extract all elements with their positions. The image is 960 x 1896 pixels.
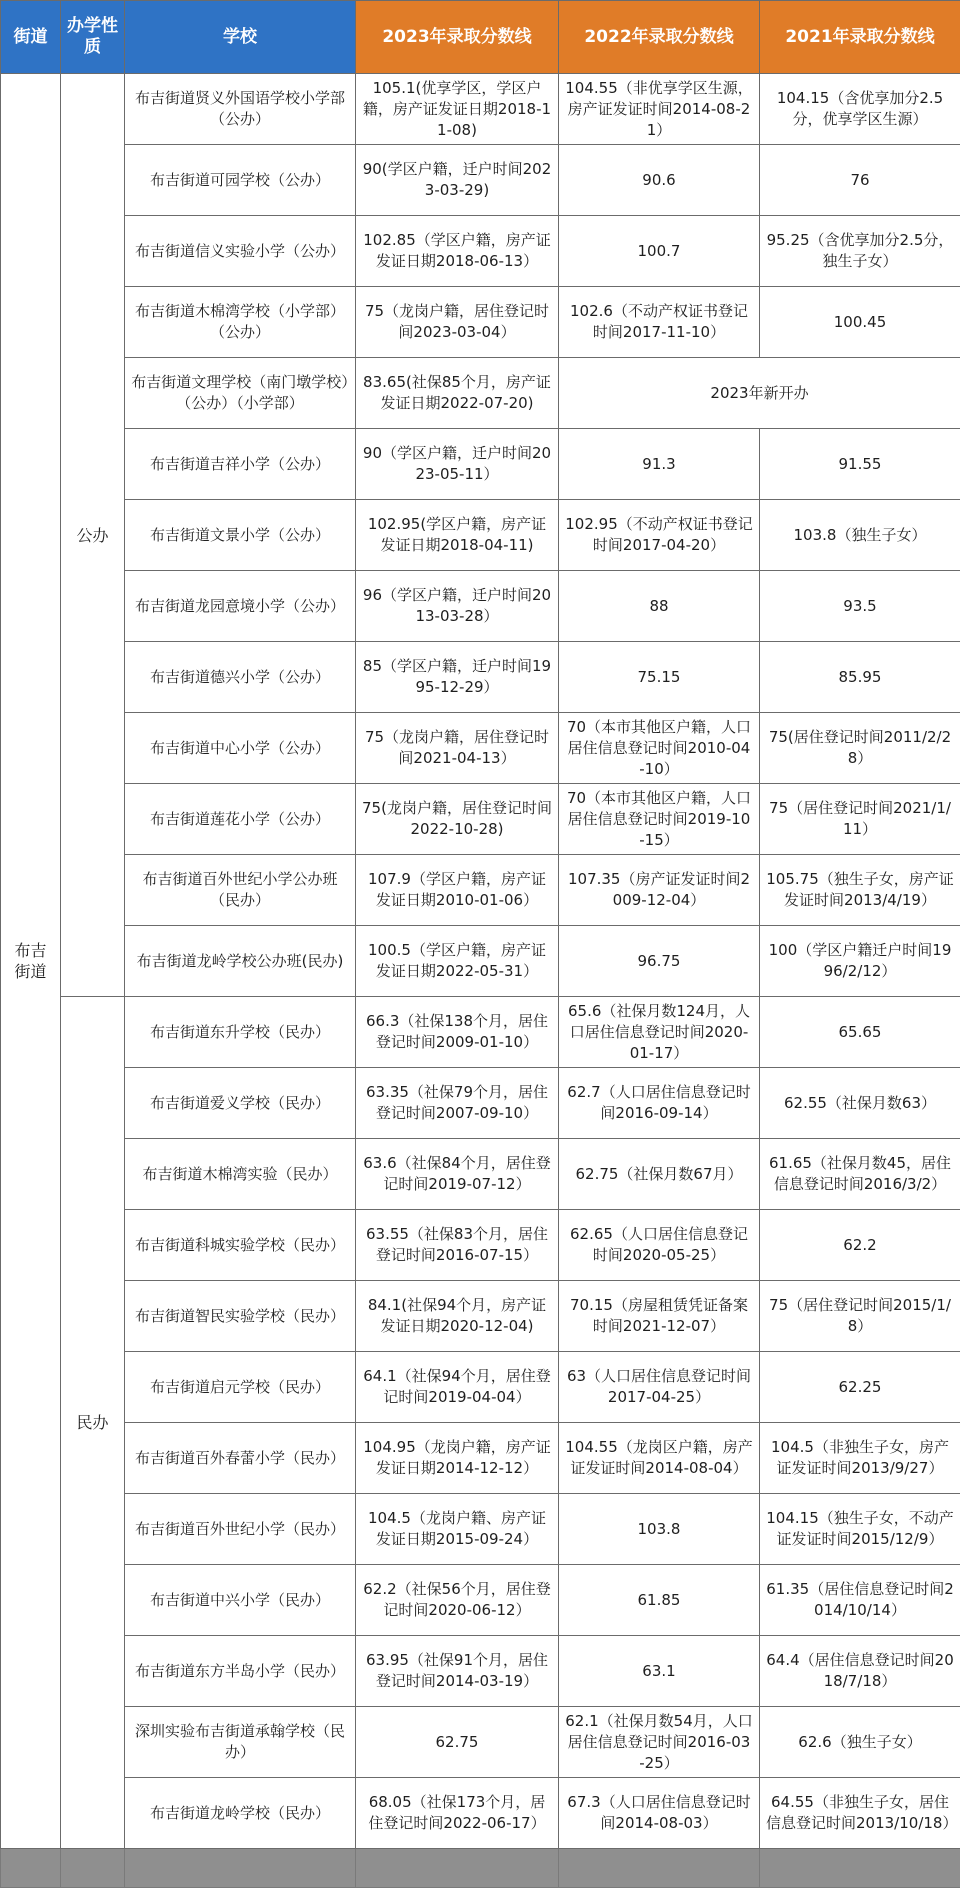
- score-2021: 104.15（独生子女，不动产证发证时间2015/12/9）: [760, 1494, 960, 1565]
- score-2021: 93.5: [760, 571, 960, 642]
- table-row: [1, 571, 960, 642]
- score-2023: 63.95（社保91个月，居住登记时间2014-03-19）: [356, 1636, 559, 1707]
- score-2023: 102.85（学区户籍，房产证发证日期2018-06-13）: [356, 216, 559, 287]
- school-type-cell: 民办: [61, 997, 125, 1849]
- score-2022: 104.55（龙岗区户籍，房产证发证时间2014-08-04）: [559, 1423, 760, 1494]
- score-2022: 102.6（不动产权证书登记时间2017-11-10）: [559, 287, 760, 358]
- school-name: 布吉街道可园学校（公办）: [125, 145, 356, 216]
- table-row: [1, 145, 960, 216]
- score-2023: 90（学区户籍，迁户时间2023-05-11）: [356, 429, 559, 500]
- table-row: [1, 784, 960, 855]
- score-2022: 70（本市其他区户籍，人口居住信息登记时间2010-04-10）: [559, 713, 760, 784]
- score-2023: 62.2（社保56个月，居住登记时间2020-06-12）: [356, 1565, 559, 1636]
- table-row: [1, 1778, 960, 1849]
- score-2023: 64.1（社保94个月，居住登记时间2019-04-04）: [356, 1352, 559, 1423]
- footer-cell: [760, 1849, 960, 1888]
- table-row: [1, 997, 960, 1068]
- school-name: 布吉街道文景小学（公办）: [125, 500, 356, 571]
- score-2022: 67.3（人口居住信息登记时间2014-08-03）: [559, 1778, 760, 1849]
- school-name: 布吉街道智民实验学校（民办）: [125, 1281, 356, 1352]
- score-2021: 105.75（独生子女，房产证发证时间2013/4/19）: [760, 855, 960, 926]
- table-row: [1, 1636, 960, 1707]
- score-2023: 85（学区户籍，迁户时间1995-12-29）: [356, 642, 559, 713]
- score-2021: 64.55（非独生子女，居住信息登记时间2013/10/18）: [760, 1778, 960, 1849]
- score-2021: 104.5（非独生子女，房产证发证时间2013/9/27）: [760, 1423, 960, 1494]
- score-2023: 75(龙岗户籍，居住登记时间2022-10-28): [356, 784, 559, 855]
- street-cell: 布吉街道: [1, 74, 61, 1849]
- school-name: 布吉街道东方半岛小学（民办）: [125, 1636, 356, 1707]
- school-name: 布吉街道德兴小学（公办）: [125, 642, 356, 713]
- score-2021: 103.8（独生子女）: [760, 500, 960, 571]
- header-2022: 2022年录取分数线: [559, 1, 760, 74]
- header-school: 学校: [125, 1, 356, 74]
- school-name: 布吉街道中心小学（公办）: [125, 713, 356, 784]
- table-body: [1, 74, 960, 1888]
- school-name: 布吉街道百外世纪小学（民办）: [125, 1494, 356, 1565]
- school-name: 布吉街道爱义学校（民办）: [125, 1068, 356, 1139]
- score-2021: 65.65: [760, 997, 960, 1068]
- footer-cell: [1, 1849, 61, 1888]
- score-2021: 62.55（社保月数63）: [760, 1068, 960, 1139]
- score-2023: 63.55（社保83个月，居住登记时间2016-07-15）: [356, 1210, 559, 1281]
- score-2023: 102.95(学区户籍，房产证发证日期2018-04-11): [356, 500, 559, 571]
- score-2021: 76: [760, 145, 960, 216]
- score-2022: 90.6: [559, 145, 760, 216]
- school-name: 布吉街道中兴小学（民办）: [125, 1565, 356, 1636]
- score-2021: 62.2: [760, 1210, 960, 1281]
- table-row: [1, 1139, 960, 1210]
- school-name: 布吉街道贤义外国语学校小学部（公办）: [125, 74, 356, 145]
- score-2023: 107.9（学区户籍，房产证发证日期2010-01-06）: [356, 855, 559, 926]
- table-row: [1, 429, 960, 500]
- table-footer-row: [1, 1849, 960, 1888]
- table-row: [1, 855, 960, 926]
- score-2022: 63（人口居住信息登记时间2017-04-25）: [559, 1352, 760, 1423]
- score-2021: 95.25（含优享加分2.5分，独生子女）: [760, 216, 960, 287]
- score-2022: 62.7（人口居住信息登记时间2016-09-14）: [559, 1068, 760, 1139]
- score-2022: 91.3: [559, 429, 760, 500]
- table-row: [1, 287, 960, 358]
- score-2023: 105.1(优享学区，学区户籍，房产证发证日期2018-11-08): [356, 74, 559, 145]
- score-2021: 85.95: [760, 642, 960, 713]
- score-2022: 63.1: [559, 1636, 760, 1707]
- footer-cell: [125, 1849, 356, 1888]
- score-2022: 2023年新开办: [559, 358, 960, 429]
- table-row: [1, 1068, 960, 1139]
- school-name: 布吉街道百外春蕾小学（民办）: [125, 1423, 356, 1494]
- school-name: 布吉街道莲花小学（公办）: [125, 784, 356, 855]
- score-2023: 90(学区户籍，迁户时间2023-03-29): [356, 145, 559, 216]
- score-2022: 88: [559, 571, 760, 642]
- footer-cell: [559, 1849, 760, 1888]
- school-name: 布吉街道木棉湾学校（小学部）（公办）: [125, 287, 356, 358]
- school-name: 深圳实验布吉街道承翰学校（民办）: [125, 1707, 356, 1778]
- score-2021: 64.4（居住信息登记时间2018/7/18）: [760, 1636, 960, 1707]
- score-2023: 75（龙岗户籍，居住登记时间2021-04-13）: [356, 713, 559, 784]
- table-row: [1, 1565, 960, 1636]
- score-2022: 102.95（不动产权证书登记时间2017-04-20）: [559, 500, 760, 571]
- score-2021: 100.45: [760, 287, 960, 358]
- score-2023: 104.5（龙岗户籍、房产证发证日期2015-09-24）: [356, 1494, 559, 1565]
- school-name: 布吉街道科城实验学校（民办）: [125, 1210, 356, 1281]
- score-2022: 103.8: [559, 1494, 760, 1565]
- score-2023: 83.65(社保85个月，房产证发证日期2022-07-20): [356, 358, 559, 429]
- score-2023: 75（龙岗户籍，居住登记时间2023-03-04）: [356, 287, 559, 358]
- score-2022: 62.1（社保月数54月，人口居住信息登记时间2016-03-25）: [559, 1707, 760, 1778]
- score-2023: 68.05（社保173个月，居住登记时间2022-06-17）: [356, 1778, 559, 1849]
- score-2021: 75（居住登记时间2015/1/8）: [760, 1281, 960, 1352]
- score-2022: 104.55（非优享学区生源，房产证发证时间2014-08-21）: [559, 74, 760, 145]
- header-2021: 2021年录取分数线: [760, 1, 960, 74]
- score-2021: 75（居住登记时间2021/1/11）: [760, 784, 960, 855]
- score-2021: 91.55: [760, 429, 960, 500]
- school-name: 布吉街道信义实验小学（公办）: [125, 216, 356, 287]
- score-2022: 62.65（人口居住信息登记时间2020-05-25）: [559, 1210, 760, 1281]
- score-2021: 62.6（独生子女）: [760, 1707, 960, 1778]
- table-row: [1, 1707, 960, 1778]
- table-row: [1, 1210, 960, 1281]
- table-row: [1, 926, 960, 997]
- table-row: [1, 74, 960, 145]
- table-row: [1, 358, 960, 429]
- school-name: 布吉街道木棉湾实验（民办）: [125, 1139, 356, 1210]
- footer-cell: [356, 1849, 559, 1888]
- score-2023: 84.1(社保94个月，房产证发证日期2020-12-04): [356, 1281, 559, 1352]
- table-row: [1, 216, 960, 287]
- score-2022: 100.7: [559, 216, 760, 287]
- school-type-cell: 公办: [61, 74, 125, 997]
- footer-cell: [61, 1849, 125, 1888]
- table-row: [1, 713, 960, 784]
- table-row: [1, 642, 960, 713]
- score-2022: 65.6（社保月数124月，人口居住信息登记时间2020-01-17）: [559, 997, 760, 1068]
- score-2022: 75.15: [559, 642, 760, 713]
- school-name: 布吉街道龙岭学校公办班(民办): [125, 926, 356, 997]
- score-2022: 107.35（房产证发证时间2009-12-04）: [559, 855, 760, 926]
- header-street: 街道: [1, 1, 61, 74]
- score-2023: 100.5（学区户籍，房产证发证日期2022-05-31）: [356, 926, 559, 997]
- score-2021: 62.25: [760, 1352, 960, 1423]
- score-2022: 96.75: [559, 926, 760, 997]
- table-row: [1, 1281, 960, 1352]
- school-name: 布吉街道吉祥小学（公办）: [125, 429, 356, 500]
- header-2023: 2023年录取分数线: [356, 1, 559, 74]
- school-name: 布吉街道龙岭学校（民办）: [125, 1778, 356, 1849]
- score-2021: 61.35（居住信息登记时间2014/10/14）: [760, 1565, 960, 1636]
- score-2023: 104.95（龙岗户籍，房产证发证日期2014-12-12）: [356, 1423, 559, 1494]
- score-2022: 61.85: [559, 1565, 760, 1636]
- score-2021: 61.65（社保月数45，居住信息登记时间2016/3/2）: [760, 1139, 960, 1210]
- table-row: [1, 500, 960, 571]
- school-name: 布吉街道东升学校（民办）: [125, 997, 356, 1068]
- school-name: 布吉街道文理学校（南门墩学校）（公办）（小学部）: [125, 358, 356, 429]
- score-2021: 104.15（含优享加分2.5分，优享学区生源）: [760, 74, 960, 145]
- score-2023: 96（学区户籍，迁户时间2013-03-28）: [356, 571, 559, 642]
- score-2021: 100（学区户籍迁户时间1996/2/12）: [760, 926, 960, 997]
- header-nature: 办学性质: [61, 1, 125, 74]
- score-2023: 62.75: [356, 1707, 559, 1778]
- table-row: [1, 1423, 960, 1494]
- score-2022: 62.75（社保月数67月）: [559, 1139, 760, 1210]
- score-2022: 70.15（房屋租赁凭证备案时间2021-12-07）: [559, 1281, 760, 1352]
- school-name: 布吉街道百外世纪小学公办班（民办）: [125, 855, 356, 926]
- table-row: [1, 1352, 960, 1423]
- score-2022: 70（本市其他区户籍，人口居住信息登记时间2019-10-15）: [559, 784, 760, 855]
- score-2023: 63.6（社保84个月，居住登记时间2019-07-12）: [356, 1139, 559, 1210]
- table-header: [1, 1, 960, 74]
- school-name: 布吉街道启元学校（民办）: [125, 1352, 356, 1423]
- score-2021: 75(居住登记时间2011/2/28）: [760, 713, 960, 784]
- table-row: [1, 1494, 960, 1565]
- school-name: 布吉街道龙园意境小学（公办）: [125, 571, 356, 642]
- score-2023: 66.3（社保138个月，居住登记时间2009-01-10）: [356, 997, 559, 1068]
- score-2023: 63.35（社保79个月，居住登记时间2007-09-10）: [356, 1068, 559, 1139]
